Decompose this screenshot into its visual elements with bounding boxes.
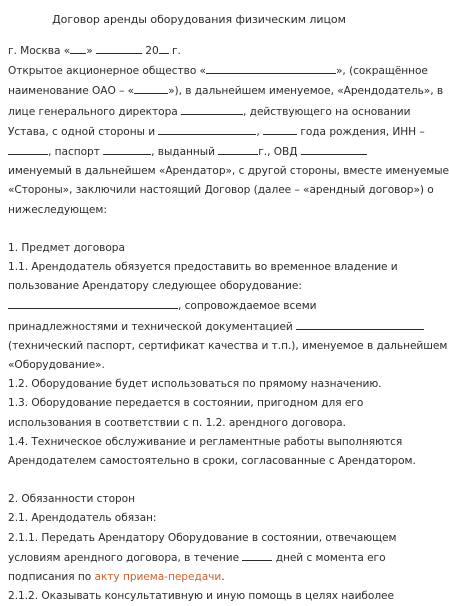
clause-2-1-1-line-1: 2.1.1. Передать Арендатору Оборудование в состоянии, отвечающем [8,531,397,544]
blank-tenant-name [158,122,256,135]
blank-company-name [206,61,336,74]
clause-1-1-line-2: пользование Арендатору следующее оборудование: [8,280,302,293]
document-title: Договор аренды оборудования физическим лицом [52,13,346,26]
blank-days [242,548,272,561]
clause-2-1-1-line-2: условиям арендного договора, в течение дней с момента его [8,548,390,568]
blank-inn [8,142,48,155]
clause-1-1-line-5: (технический паспорт, сертификат качества и т.п.), именуемое в дальнейшем [8,339,448,352]
blank-passport [103,142,151,155]
intro-line-8: нижеследующем: [8,203,107,216]
blank-equipment [8,296,178,309]
clause-2-1-1-line-3: подписания по акту приема-передачи. [8,571,225,584]
clause-1-1-line-6: «Оборудование». [8,359,105,372]
section-1-heading: 1. Предмет договора [8,241,125,254]
blank-year [159,41,169,54]
clause-1-1-line-1: 1.1. Арендодатель обязуется предоставить во временное владение и [8,261,398,274]
clause-1-2: 1.2. Оборудование будет использоваться по прямому назначению. [8,378,382,391]
blank-birth-year [263,122,297,135]
clause-1-1-line-3: , сопровождаемое всеми [8,296,390,316]
blank-company-short [134,81,168,94]
clause-2-1-2-line-1: 2.1.2. Оказывать консультативную и иную помощь в целях наиболее [8,590,394,603]
intro-line-1: Открытое акционерное общество « », (сокращённое [8,61,390,81]
intro-line-7: «Стороны», заключили настоящий Договор (далее – «арендный договор») о [8,184,434,197]
blank-director-name [181,102,243,115]
clause-1-4-line-1: 1.4. Техническое обслуживание и регламентные работы выполняются [8,435,403,448]
section-subject [8,239,448,471]
section-2-heading: 2. Обязанности сторон [8,493,135,506]
intro-line-3: лице генерального директора , действующего на основании [8,102,390,122]
paragraph-gap [8,471,390,490]
blank-month [96,41,142,54]
acceptance-act-link[interactable]: акту приема-передачи [94,571,222,584]
intro-line-6: именуемый в дальнейшем «Арендатор», с другой стороны, вместе именуемые [8,165,449,178]
section-obligations [8,490,397,606]
clause-2-1: 2.1. Арендодатель обязан: [8,512,157,525]
intro-line-5: , паспорт , выданный г., ОВД [8,142,390,162]
blank-documentation [296,317,424,330]
clause-1-3-line-1: 1.3. Оборудование передается в состоянии, пригодном для его [8,397,364,410]
paragraph-gap [8,220,390,239]
blank-day [70,41,86,54]
clause-1-4-line-2: Арендодателем самостоятельно в сроки, согласованные с Арендатором. [8,455,416,468]
blank-issue-date [218,142,258,155]
contract-intro [8,41,449,220]
clause-1-1-line-4: принадлежностями и технической документацией [8,317,390,337]
intro-line-2: наименование ОАО – « »), в дальнейшем именуемое, «Арендодатель», в [8,81,390,101]
clause-1-3-line-2: использования в соответствии с п. 1.2. арендного договора. [8,416,346,429]
blank-ovd [301,142,367,155]
intro-line-4: Устава, с одной стороны и , года рождения, ИНН – [8,122,390,142]
city-date-line: г. Москва « » 20 г. [8,41,390,61]
